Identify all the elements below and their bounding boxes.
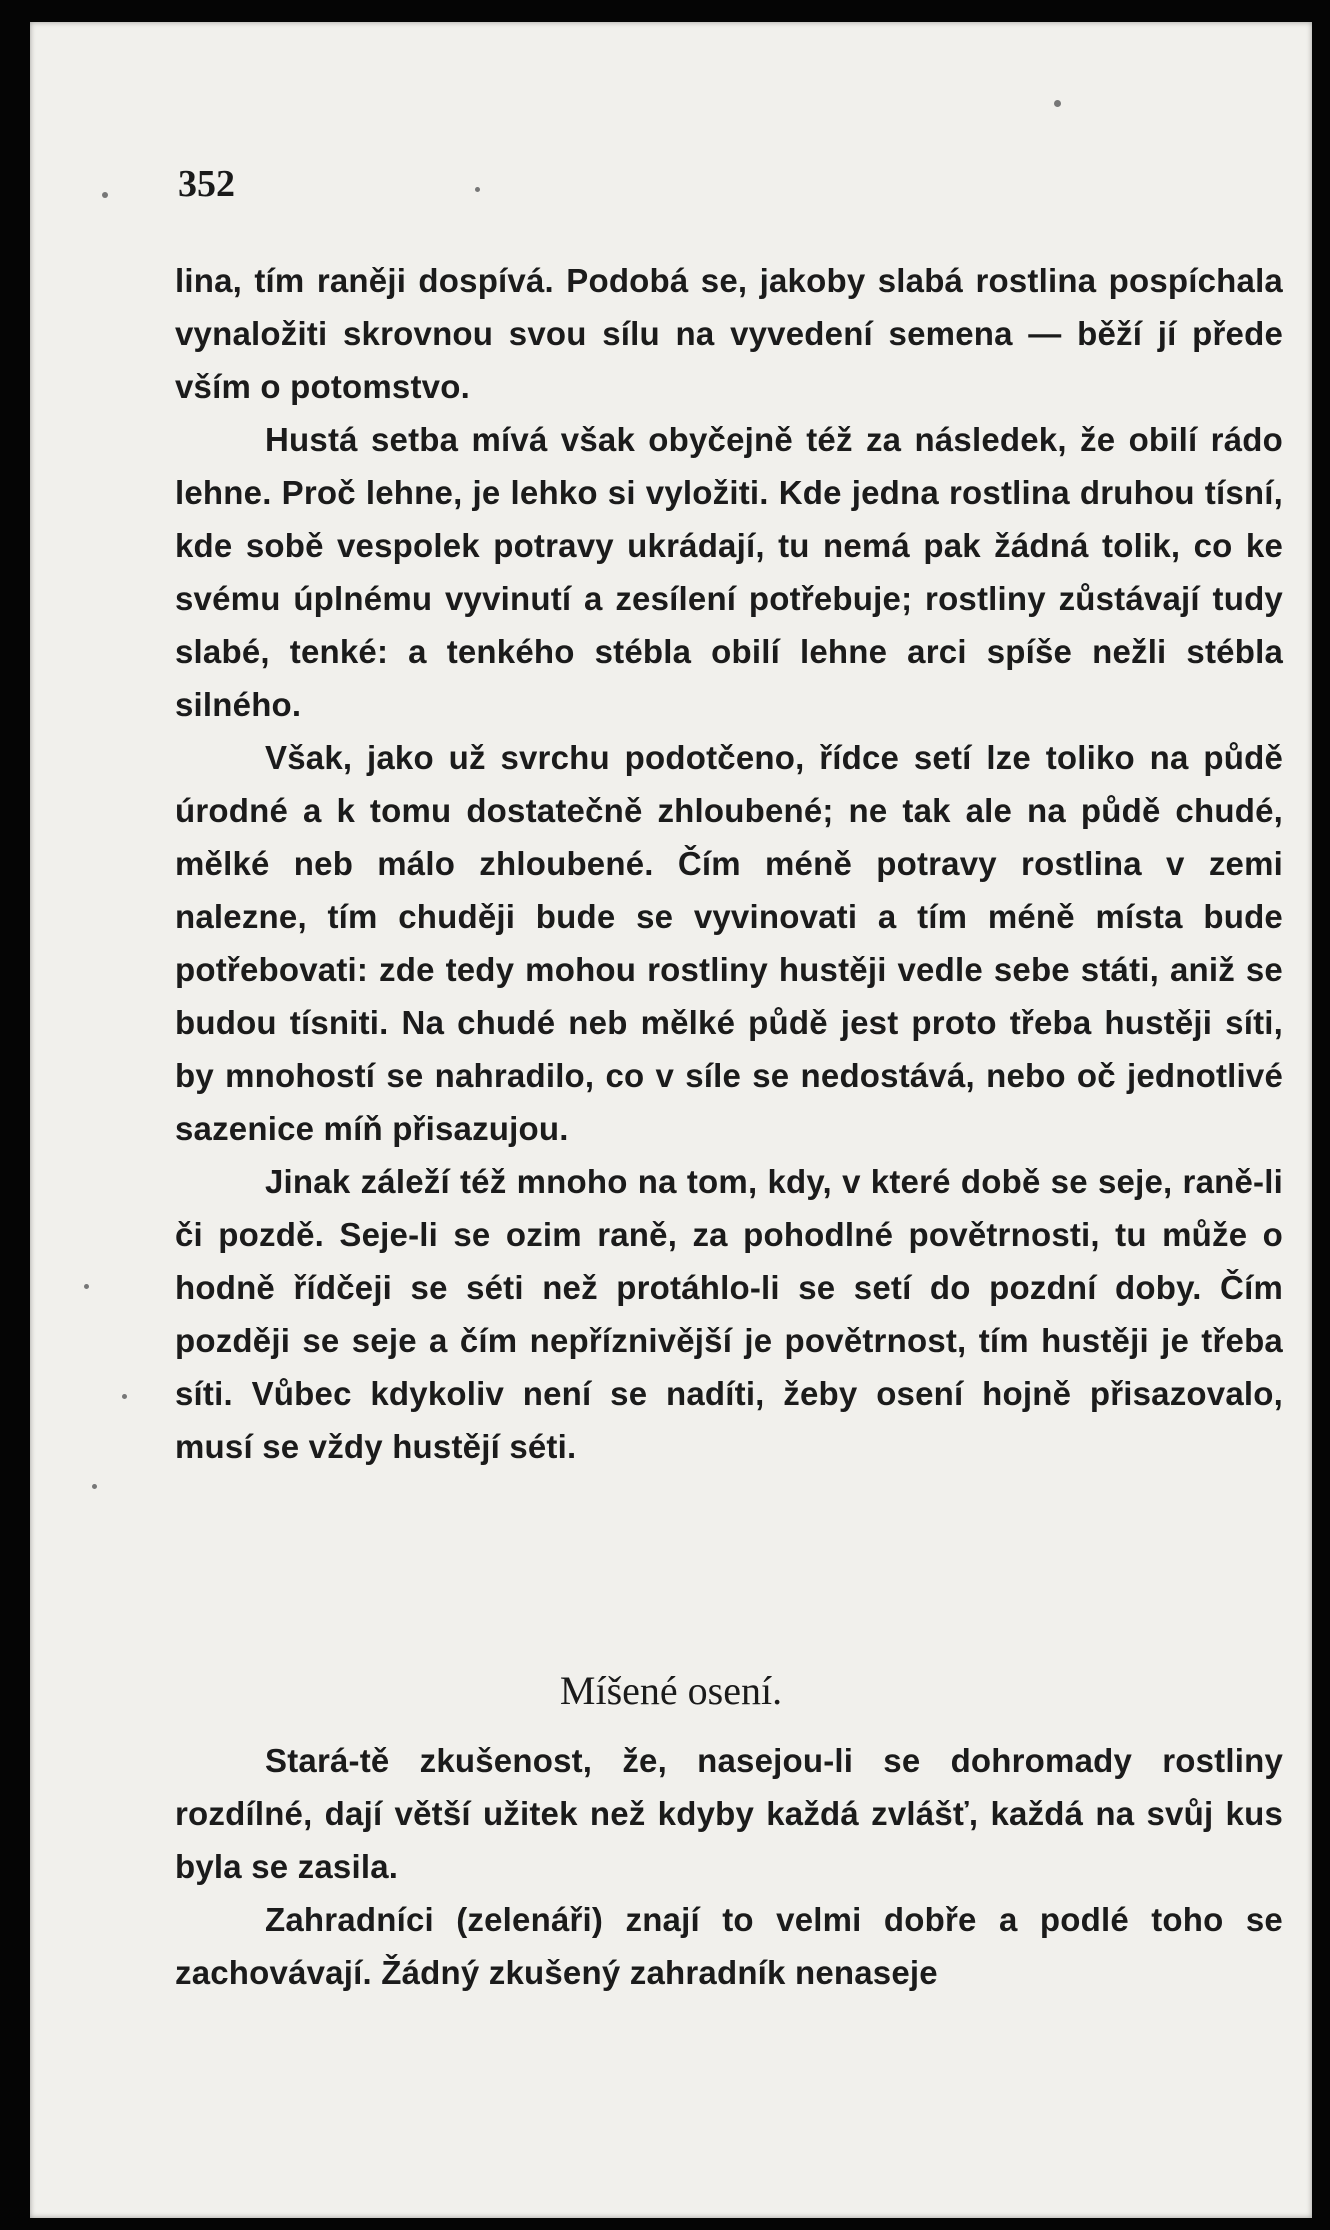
section-body-text	[175, 1734, 1283, 1999]
paragraph: Jinak záleží též mnoho na tom, kdy, v které době se seje, raně-li či pozdě. Seje-li se ozim raně, za pohodlné povětrnosti, tu může o hodně řídčeji se séti než protáhlo-li se setí do pozdní doby. Čím později se seje a čím nepříznivější je povětrnost, tím hustěji je třeba síti. Vůbec kdykoliv není se nadíti, žeby osení hojně přisazovalo, musí se vždy hustějí séti.	[175, 1163, 1283, 1465]
paragraph-continuation: lina, tím raněji dospívá. Podobá se, jakoby slabá rostlina pospíchala vynaložiti skrovnou svou sílu na vyvedení semena — běží jí přede vším o potomstvo.	[175, 262, 1283, 405]
scan-speck	[122, 1394, 127, 1399]
paragraph: Však, jako už svrchu podotčeno, řídce setí lze toliko na půdě úrodné a k tomu dostatečně zhloubené; ne tak ale na půdě chudé, mělké neb málo zhloubené. Čím méně potravy rostlina v zemi nalezne, tím chuději bude se vyvinovati a tím méně místa bude potřebovati: zde tedy mohou rostliny hustěji vedle sebe státi, aniž se budou tísniti. Na chudé neb mělké půdě jest proto třeba hustěji síti, by mnohostí se nahradilo, co v síle se nedostává, nebo oč jednotlivé sazenice míň přisazujou.	[175, 739, 1283, 1147]
body-text	[175, 254, 1283, 1473]
paragraph: Hustá setba mívá však obyčejně též za následek, že obilí rádo lehne. Proč lehne, je lehko si vyložiti. Kde jedna rostlina druhou tísní, kde sobě vespolek potravy ukrádají, tu nemá pak žádná tolik, co ke svému úplnému vyvinutí a zesílení potřebuje; rostliny zůstávají tudy slabé, tenké: a tenkého stébla obilí lehne arci spíše nežli stébla silného.	[175, 421, 1283, 723]
scan-speck	[475, 187, 480, 192]
scan-speck	[92, 1484, 97, 1489]
scan-speck	[102, 192, 108, 198]
scan-speck	[1054, 100, 1061, 107]
paragraph: Stará-tě zkušenost, že, nasejou-li se dohromady rostliny rozdílné, dají větší užitek než kdyby každá zvlášť, každá na svůj kus byla se zasila.	[175, 1742, 1283, 1885]
paragraph: Zahradníci (zelenáři) znají to velmi dobře a podlé toho se zachovávají. Žádný zkušený zahradník nenaseje	[175, 1901, 1283, 1991]
page-number: 352	[178, 163, 235, 205]
book-page	[30, 22, 1312, 2218]
scan-speck	[84, 1284, 89, 1289]
section-heading: Míšené osení.	[559, 1668, 783, 1713]
